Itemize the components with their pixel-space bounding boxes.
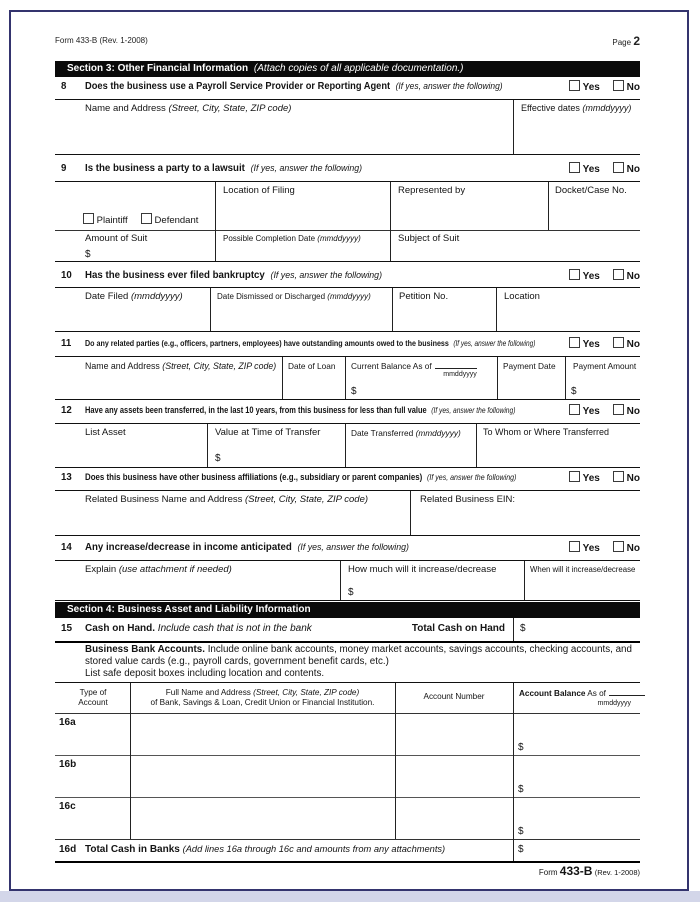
q10-petition-label: Petition No. — [399, 291, 449, 302]
divider — [476, 424, 477, 467]
q13-row — [55, 472, 640, 486]
q10-yes-checkbox[interactable] — [569, 269, 580, 280]
q9-number: 9 — [61, 163, 67, 174]
q9-no-checkbox[interactable] — [613, 162, 624, 173]
q9-amount-of-suit-label: Amount of Suit — [85, 233, 148, 244]
q9-defendant-checkbox[interactable] — [141, 213, 152, 224]
q9-completion-date-label: Possible Completion Date (mmddyyyy) — [223, 234, 361, 243]
divider — [55, 797, 640, 798]
divider — [513, 100, 514, 154]
q11-payment-date-label: Payment Date — [503, 361, 556, 371]
q8-yesno: Yes No — [569, 80, 640, 93]
divider — [215, 182, 216, 261]
q11-table — [55, 356, 640, 400]
footer-form-number: 433-B — [559, 864, 593, 878]
divider — [345, 424, 346, 467]
divider — [395, 683, 396, 839]
q14-number: 14 — [61, 542, 72, 553]
q9-row — [55, 163, 640, 177]
bank-row-16b-dollar: $ — [518, 784, 524, 795]
q14-how-much-label: How much will it increase/decrease — [348, 564, 497, 575]
q12-number: 12 — [61, 405, 72, 416]
q10-question: Has the business ever filed bankruptcy — [85, 270, 265, 281]
q8-yes-checkbox[interactable] — [569, 80, 580, 91]
q12-list-asset-label: List Asset — [85, 427, 126, 438]
divider — [55, 755, 640, 756]
q13-number: 13 — [61, 472, 72, 483]
q12-to-whom-label: To Whom or Where Transferred — [483, 427, 610, 437]
divider — [55, 230, 640, 231]
q11-question: Do any related parties (e.g., officers, partners, employees) have outstanding amounts owed to the business — [85, 338, 449, 348]
q11-yes-checkbox[interactable] — [569, 337, 580, 348]
q11-hint: (If yes, answer the following) — [453, 339, 536, 348]
q8-name-address-label: Name and Address (Street, City, State, ZIP code) — [85, 103, 292, 114]
bank-accounts-table — [55, 682, 640, 863]
q8-hint: (If yes, answer the following) — [395, 81, 503, 91]
q14-yes-checkbox[interactable] — [569, 541, 580, 552]
q11-balance-dollar: $ — [351, 386, 357, 397]
q12-no-checkbox[interactable] — [613, 404, 624, 415]
q9-yesno: Yes No — [569, 162, 640, 175]
q8-number: 8 — [61, 81, 67, 92]
bank-col-balance-header: Account Balance As of mmddyyyy — [519, 688, 635, 709]
divider — [513, 618, 514, 641]
q15-number: 15 — [61, 623, 73, 634]
section3-note: (Attach copies of all applicable documentation.) — [253, 63, 464, 74]
q15-cash-on-hand-label: Cash on Hand. Include cash that is not in the bank — [85, 623, 312, 634]
q9-amount-dollar: $ — [85, 249, 91, 260]
section4-title: Section 4: Business Asset and Liability Information — [67, 604, 311, 615]
q12-row — [55, 405, 640, 419]
bank-row-16c-label: 16c — [59, 801, 76, 812]
bank-col-name-header: Full Name and Address (Street, City, State, ZIP code) of Bank, Savings & Loan, Credit Union or Financial Institution. — [150, 688, 375, 707]
q13-related-name-label: Related Business Name and Address (Street, City, State, ZIP code) — [85, 494, 369, 505]
page-footer: Form 433-B (Rev. 1-2008) — [538, 864, 640, 878]
q10-dismissed-label: Date Dismissed or Discharged (mmddyyyy) — [217, 292, 371, 301]
bank-row-16b-label: 16b — [59, 759, 77, 770]
page-number: Page 2 — [612, 34, 640, 48]
q12-yes-checkbox[interactable] — [569, 404, 580, 415]
q12-hint: (If yes, answer the following) — [431, 406, 516, 415]
bank-col-type-header: Type of Account — [78, 688, 108, 707]
divider — [340, 561, 341, 600]
q13-yes-checkbox[interactable] — [569, 471, 580, 482]
bank-row-16a-dollar: $ — [518, 742, 524, 753]
q15-total-label: Total Cash on Hand — [411, 623, 505, 634]
bank-row-16c-dollar: $ — [518, 826, 524, 837]
divider — [565, 357, 566, 399]
q11-no-checkbox[interactable] — [613, 337, 624, 348]
q12-value-dollar: $ — [215, 453, 221, 464]
page-header — [55, 34, 640, 48]
q10-yesno: Yes No — [569, 269, 640, 282]
bank-total-dollar: $ — [518, 844, 524, 855]
q10-no-checkbox[interactable] — [613, 269, 624, 280]
q12-question: Have any assets been transferred, in the last 10 years, from this business for less than full value — [85, 405, 427, 415]
q13-related-ein-label: Related Business EIN: — [420, 494, 516, 505]
bank-row-16a-label: 16a — [59, 717, 76, 728]
q14-no-checkbox[interactable] — [613, 541, 624, 552]
q10-number: 10 — [61, 270, 72, 281]
bank-total-row-label: Total Cash in Banks (Add lines 16a through 16c and amounts from any attachments) — [85, 844, 446, 855]
divider — [497, 357, 498, 399]
bank-intro-line2: List safe deposit boxes including location and contents. — [85, 668, 325, 679]
q9-represented-by-label: Represented by — [398, 185, 466, 196]
q14-question: Any increase/decrease in income anticipated — [85, 542, 292, 553]
q11-yesno: Yes No — [569, 337, 640, 350]
divider — [282, 357, 283, 399]
q14-hint: (If yes, answer the following) — [297, 542, 409, 552]
divider — [410, 491, 411, 535]
fill-line[interactable] — [435, 361, 477, 369]
divider — [513, 683, 514, 861]
q9-subject-of-suit-label: Subject of Suit — [398, 233, 460, 244]
q8-row — [55, 81, 640, 95]
q11-date-of-loan-label: Date of Loan — [288, 361, 336, 371]
q9-plaintiff-checkbox[interactable] — [83, 213, 94, 224]
q14-row — [55, 542, 640, 556]
q12-value-label: Value at Time of Transfer — [215, 427, 321, 438]
q10-table — [55, 287, 640, 332]
q12-date-transferred-label: Date Transferred (mmddyyyy) — [351, 428, 461, 438]
divider — [130, 683, 131, 839]
divider — [55, 839, 640, 840]
q13-table — [55, 490, 640, 536]
q14-yesno: Yes No — [569, 541, 640, 554]
divider — [210, 288, 211, 331]
q11-payment-amount-label: Payment Amount — [573, 361, 637, 371]
q8-effective-dates-label: Effective dates (mmddyyyy) — [521, 103, 632, 113]
fill-line[interactable] — [609, 688, 645, 696]
q11-row — [55, 338, 640, 352]
form-reference: Form 433-B (Rev. 1-2008) — [55, 36, 148, 45]
divider — [548, 182, 549, 230]
divider — [496, 288, 497, 331]
divider — [390, 182, 391, 261]
divider — [524, 561, 525, 600]
divider — [207, 424, 208, 467]
q9-question: Is the business a party to a lawsuit — [85, 163, 245, 174]
q9-yes-checkbox[interactable] — [569, 162, 580, 173]
q14-when-label: When will it increase/decrease — [530, 565, 636, 574]
q9-defendant-label: Defendant — [154, 215, 199, 226]
q10-location-label: Location — [504, 291, 540, 302]
q9-plaintiff-label: Plaintiff — [96, 215, 128, 226]
q14-explain-label: Explain (use attachment if needed) — [85, 564, 232, 575]
section3-header-bar — [55, 61, 640, 77]
q12-table — [55, 423, 640, 468]
bank-total-row-number: 16d — [59, 844, 77, 855]
q9-docket-label: Docket/Case No. — [555, 185, 627, 196]
q14-table — [55, 560, 640, 601]
q11-current-balance-label: Current Balance As of mmddyyyy — [351, 361, 477, 378]
q15-dollar: $ — [520, 623, 526, 634]
q15-row — [55, 618, 640, 643]
divider — [392, 288, 393, 331]
bank-intro-title: Business Bank Accounts. — [85, 644, 205, 655]
q14-dollar: $ — [348, 587, 354, 598]
q13-question: Does this business have other business affiliations (e.g., subsidiary or parent companies) — [85, 472, 423, 482]
section3-title: Section 3: Other Financial Information — [67, 63, 249, 74]
divider — [55, 713, 640, 714]
q10-date-filed-label: Date Filed (mmddyyyy) — [85, 291, 183, 302]
bank-col-account-number-header: Account Number — [423, 692, 485, 701]
q9-location-of-filing-label: Location of Filing — [223, 185, 295, 196]
q9-party-checkboxes — [83, 213, 198, 226]
q13-no-checkbox[interactable] — [613, 471, 624, 482]
q12-yesno: Yes No — [569, 404, 640, 417]
q13-hint: (If yes, answer the following) — [427, 472, 517, 482]
q10-hint: (If yes, answer the following) — [270, 270, 383, 280]
section4-header-bar — [55, 602, 640, 618]
divider — [345, 357, 346, 399]
q8-question: Does the business use a Payroll Service Provider or Reporting Agent — [85, 81, 391, 92]
q11-payment-dollar: $ — [571, 386, 577, 397]
q13-yesno: Yes No — [569, 471, 640, 484]
q10-row — [55, 270, 640, 284]
q11-name-address-label: Name and Address (Street, City, State, ZIP code) — [85, 361, 277, 371]
q8-table — [55, 99, 640, 155]
q9-hint: (If yes, answer the following) — [250, 163, 363, 173]
bank-accounts-intro: Business Bank Accounts. Include online bank accounts, money market accounts, savings accounts, checking accounts, and stored value cards (e.g., payroll cards, government benefit cards, etc.) List safe deposit boxes including location and contents. — [85, 644, 642, 680]
q9-table — [55, 181, 640, 262]
q11-number: 11 — [61, 338, 72, 349]
q8-no-checkbox[interactable] — [613, 80, 624, 91]
